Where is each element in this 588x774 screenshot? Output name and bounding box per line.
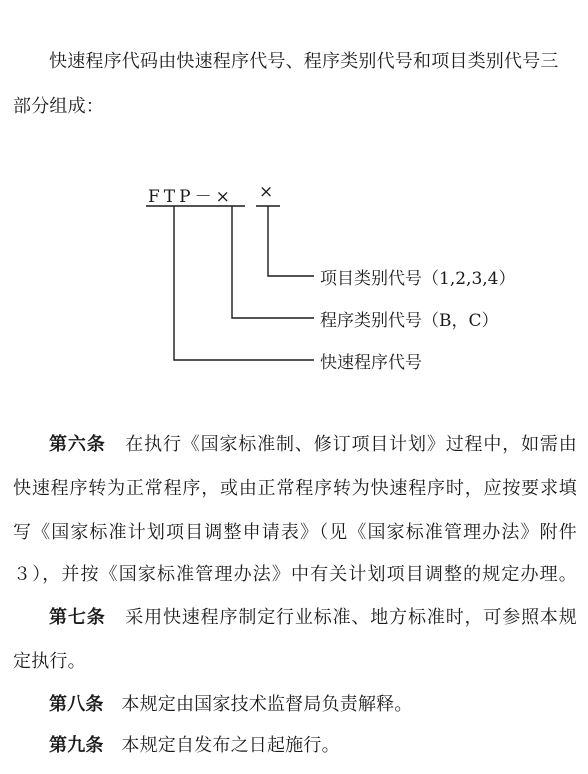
project-category-connector bbox=[268, 206, 314, 276]
article-6-line-3: 写《国家标准计划项目调整申请表》（见《国家标准管理办法》附件 bbox=[13, 522, 577, 543]
article-9-heading: 第九条 bbox=[49, 735, 104, 756]
article-7-line-2: 定执行。 bbox=[13, 651, 86, 672]
label-procedure-category: 程序类别代号（B，C） bbox=[320, 311, 499, 331]
label-fast-procedure: 快速程序代号 bbox=[320, 353, 422, 373]
article-6-text-1: 在执行《国家标准制、修订项目计划》过程中，如需由 bbox=[125, 434, 577, 455]
article-6-heading: 第六条 bbox=[49, 434, 106, 455]
intro-line-2: 部分组成： bbox=[13, 96, 104, 117]
code-suffix: × bbox=[259, 182, 278, 202]
article-7-line-1 bbox=[49, 606, 577, 630]
article-7-heading: 第七条 bbox=[49, 607, 106, 628]
article-8-heading: 第八条 bbox=[49, 694, 104, 715]
article-7-text-1: 采用快速程序制定行业标准、地方标准时，可参照本规 bbox=[125, 607, 577, 628]
article-8-text-1: 本规定由国家技术监督局负责解释。 bbox=[121, 694, 413, 715]
article-9-text-1: 本规定自发布之日起施行。 bbox=[121, 735, 340, 756]
label-project-category: 项目类别代号（1,2,3,4） bbox=[320, 269, 516, 289]
fast-procedure-connector bbox=[174, 206, 314, 360]
article-6-line-4: ３），并按《国家标准管理办法》中有关计划项目调整的规定办理。 bbox=[13, 564, 577, 585]
procedure-category-connector bbox=[232, 206, 314, 318]
article-6-line-2: 快速程序转为正常程序，或由正常程序转为快速程序时，应按要求填 bbox=[13, 478, 577, 499]
code-prefix: FTP－× bbox=[148, 187, 234, 207]
article-9-line-1 bbox=[49, 734, 577, 758]
intro-line-1: 快速程序代码由快速程序代号、程序类别代号和项目类别代号三 bbox=[49, 51, 559, 72]
article-6-line-1 bbox=[49, 433, 577, 457]
article-8-line-1 bbox=[49, 693, 577, 717]
